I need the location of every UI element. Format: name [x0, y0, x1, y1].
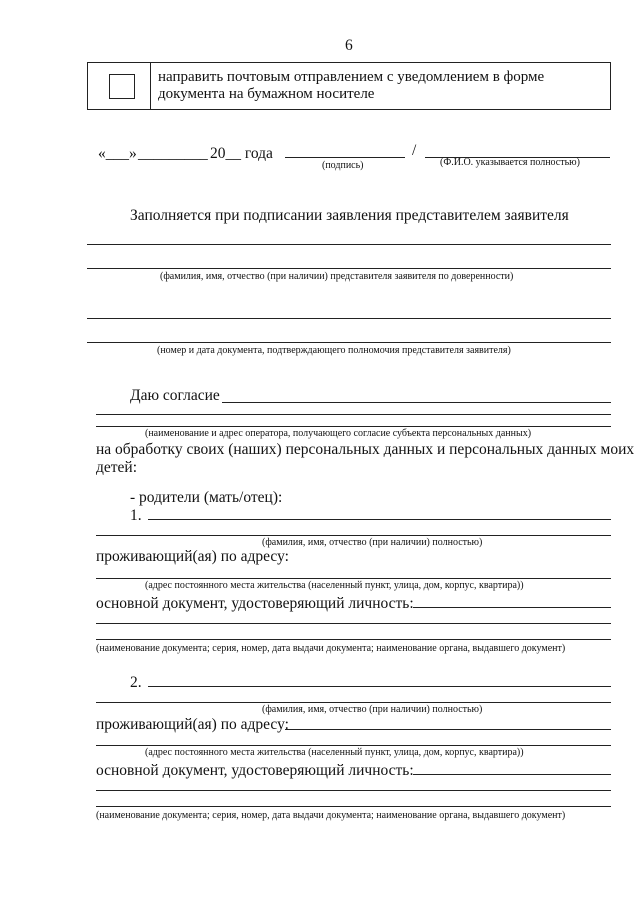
representative-line-2[interactable] [87, 268, 611, 269]
parent-1-id-line-3[interactable] [96, 639, 611, 640]
parent-1-id-label: основной документ, удостоверяющий личность: [96, 595, 414, 612]
consent-label: Даю согласие [130, 387, 220, 404]
consent-operator-line-3[interactable] [96, 426, 611, 427]
date-month-field[interactable]: _________ [138, 145, 208, 162]
parent-2-name-caption: (фамилия, имя, отчество (при наличии) полностью) [262, 704, 483, 715]
parent-2-name-line-1[interactable] [148, 686, 611, 687]
consent-text-line2: детей: [96, 459, 138, 476]
representative-heading: Заполняется при подписании заявления представителем заявителя [130, 207, 569, 224]
signature-caption: (подпись) [322, 160, 364, 171]
table-divider [150, 63, 151, 109]
parent-2-number: 2. [130, 674, 142, 691]
parent-2-id-line-2[interactable] [96, 790, 611, 791]
parent-2-address-caption: (адрес постоянного места жительства (населенный пункт, улица, дом, корпус, квартира)) [145, 747, 524, 758]
consent-operator-caption: (наименование и адрес оператора, получающего согласие субъекта персональных данных) [145, 428, 532, 439]
representative-doc-line-2[interactable] [87, 342, 611, 343]
parent-1-name-line-2[interactable] [96, 535, 611, 536]
consent-operator-line-1[interactable] [222, 402, 611, 403]
parent-2-name-line-2[interactable] [96, 702, 611, 703]
delivery-option-line1: направить почтовым отправлением с уведомлением в форме [158, 69, 545, 85]
parent-2-address-label: проживающий(ая) по адресу: [96, 716, 289, 733]
parent-1-address-label: проживающий(ая) по адресу: [96, 548, 289, 565]
parent-1-name-caption: (фамилия, имя, отчество (при наличии) полностью) [262, 537, 483, 548]
parent-2-id-line-3[interactable] [96, 806, 611, 807]
full-name-caption: (Ф.И.О. указывается полностью) [440, 157, 580, 168]
parent-1-name-line-1[interactable] [148, 519, 611, 520]
representative-doc-line-1[interactable] [87, 318, 611, 319]
consent-operator-line-2[interactable] [96, 414, 611, 415]
representative-doc-caption: (номер и дата документа, подтверждающего полномочия представителя заявителя) [157, 345, 511, 356]
parent-2-address-line-2[interactable] [96, 745, 611, 746]
delivery-option-checkbox[interactable] [109, 74, 135, 99]
parent-2-id-caption: (наименование документа; серия, номер, дата выдачи документа; наименование органа, выдавшего документ) [96, 810, 566, 821]
date-year-label: 20__ года [210, 145, 273, 162]
parent-1-number: 1. [130, 507, 142, 524]
delivery-option-text [158, 69, 544, 103]
signature-line[interactable] [285, 157, 405, 158]
parent-2-id-line-1[interactable] [413, 774, 611, 775]
parent-1-id-caption: (наименование документа; серия, номер, дата выдачи документа; наименование органа, выдавшего документ) [96, 643, 566, 654]
parent-1-address-caption: (адрес постоянного места жительства (населенный пункт, улица, дом, корпус, квартира)) [145, 580, 524, 591]
signature-slash: / [412, 142, 417, 159]
consent-text-line1: на обработку своих (наших) персональных данных и персональных данных моих [96, 441, 635, 458]
parent-2-id-label: основной документ, удостоверяющий личность: [96, 762, 414, 779]
representative-line-1[interactable] [87, 244, 611, 245]
parents-label: - родители (мать/отец): [130, 489, 283, 506]
delivery-option-row [87, 62, 611, 110]
parent-2-address-line-1[interactable] [285, 729, 611, 730]
parent-1-id-line-1[interactable] [413, 607, 611, 608]
representative-name-caption: (фамилия, имя, отчество (при наличии) представителя заявителя по доверенности) [160, 271, 514, 282]
date-day-field[interactable]: «___» [98, 145, 137, 162]
parent-1-address-line[interactable] [96, 578, 611, 579]
parent-1-id-line-2[interactable] [96, 623, 611, 624]
page-number: 6 [345, 37, 353, 54]
delivery-option-line2: документа на бумажном носителе [158, 86, 375, 102]
